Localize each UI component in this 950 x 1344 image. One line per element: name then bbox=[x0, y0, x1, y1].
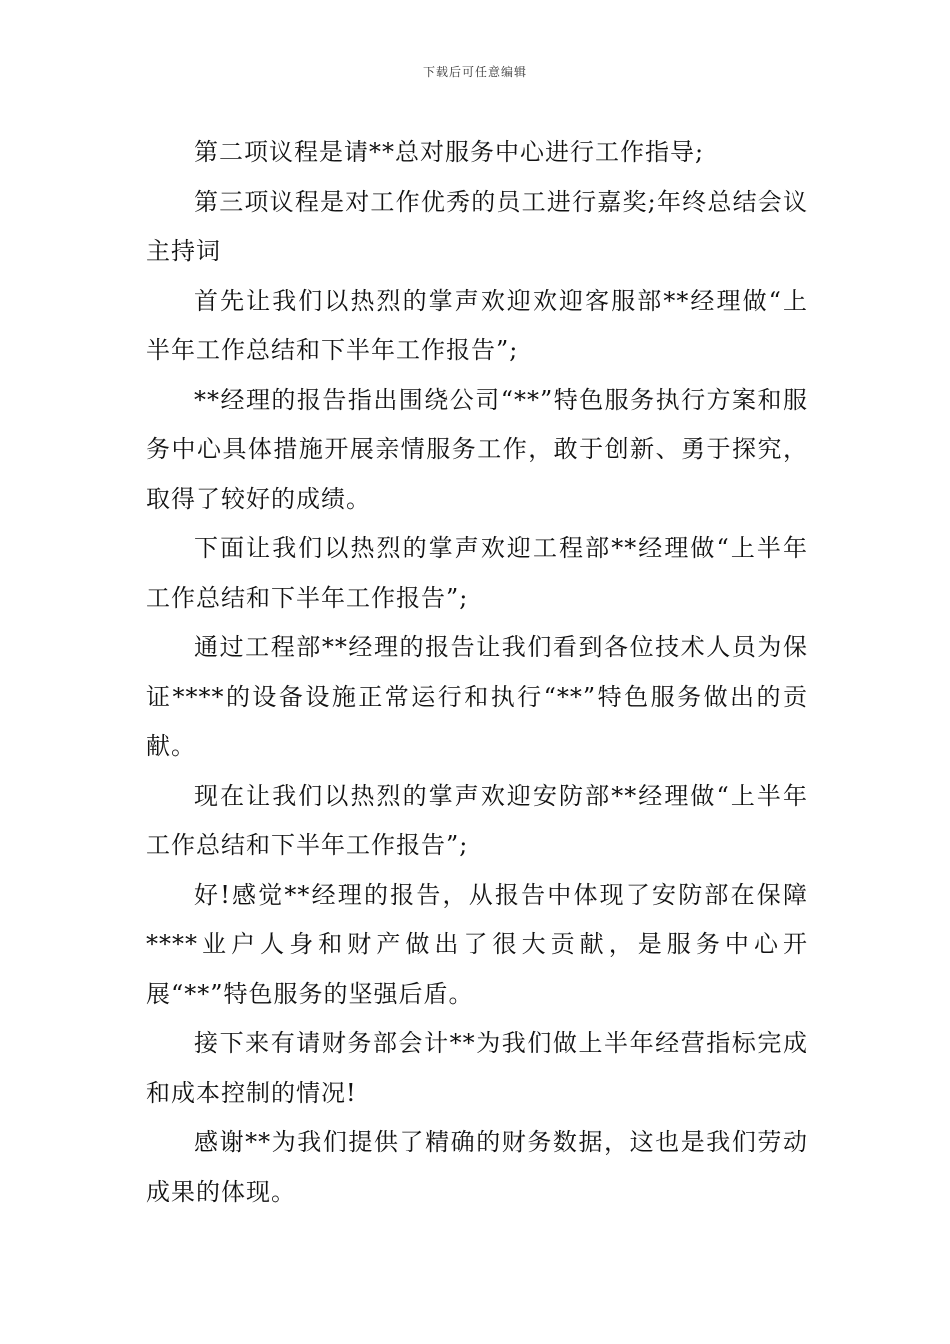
document-body bbox=[146, 128, 808, 1217]
paragraph-security-intro: 现在让我们以热烈的掌声欢迎安防部**经理做“上半年工作总结和下半年工作报告”; bbox=[146, 781, 808, 859]
paragraph-security-summary: 好!感觉**经理的报告，从报告中体现了安防部在保障****业户人身和财产做出了很大贡献，是服务中心开展“**”特色服务的坚强后盾。 bbox=[146, 880, 808, 1008]
paragraph-finance-thanks: 感谢**为我们提供了精确的财务数据，这也是我们劳动成果的体现。 bbox=[146, 1128, 808, 1206]
paragraph-customer-service-summary: **经理的报告指出围绕公司“**”特色服务执行方案和服务中心具体措施开展亲情服务工作，敢于创新、勇于探究，取得了较好的成绩。 bbox=[146, 385, 808, 513]
paragraph-engineering-summary: 通过工程部**经理的报告让我们看到各位技术人员为保证****的设备设施正常运行和执行“**”特色服务做出的贡献。 bbox=[146, 633, 808, 760]
paragraph-engineering-intro: 下面让我们以热烈的掌声欢迎工程部**经理做“上半年工作总结和下半年工作报告”; bbox=[146, 534, 808, 612]
paragraph-customer-service-intro: 首先让我们以热烈的掌声欢迎欢迎客服部**经理做“上半年工作总结和下半年工作报告”; bbox=[146, 286, 808, 364]
page-header-note: 下载后可任意编辑 bbox=[422, 65, 527, 79]
paragraph-finance-intro: 接下来有请财务部会计**为我们做上半年经营指标完成和成本控制的情况! bbox=[146, 1029, 808, 1107]
paragraph-agenda-item-3: 第三项议程是对工作优秀的员工进行嘉奖;年终总结会议主持词 bbox=[146, 187, 808, 265]
paragraph-agenda-item-2: 第二项议程是请**总对服务中心进行工作指导; bbox=[194, 138, 705, 166]
